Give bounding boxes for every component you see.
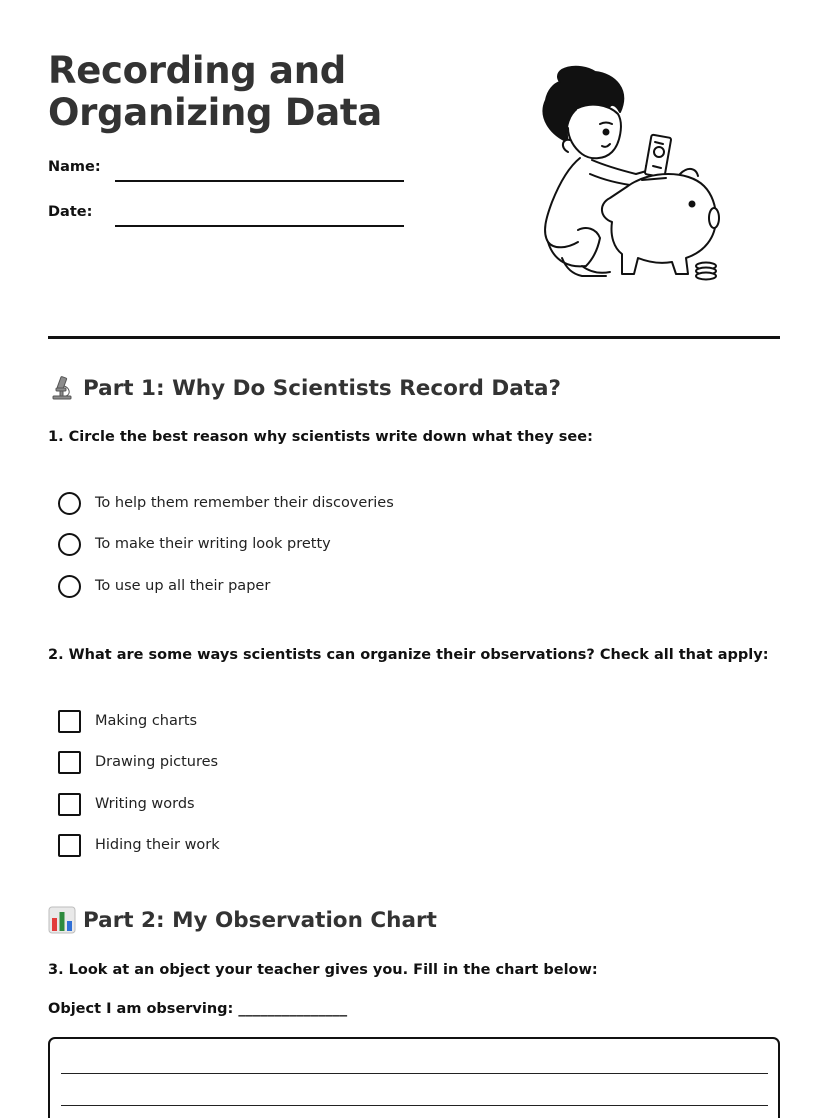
bar-chart-icon: [48, 906, 76, 934]
q2-option-1-label: Making charts: [95, 713, 198, 729]
part1-heading-text: Part 1: Why Do Scientists Record Data?: [83, 375, 561, 401]
part2-heading-text: Part 2: My Observation Chart: [83, 907, 437, 933]
radio-circle[interactable]: [58, 533, 81, 556]
checkbox[interactable]: [58, 834, 81, 857]
part2-heading: [48, 906, 437, 934]
microscope-icon: [48, 374, 76, 402]
q1-option-1-label: To help them remember their discoveries: [95, 495, 394, 511]
q2-option-3[interactable]: [58, 792, 195, 816]
part1-heading: [48, 374, 561, 402]
q2-option-2[interactable]: [58, 750, 218, 774]
q1-option-2-label: To make their writing look pretty: [95, 536, 331, 552]
date-label: Date:: [48, 204, 93, 220]
title-line-1: Recording and: [48, 49, 346, 92]
checkbox[interactable]: [58, 793, 81, 816]
question-2: 2. What are some ways scientists can organize their observations? Check all that apply:: [48, 647, 769, 663]
question-1: 1. Circle the best reason why scientists write down what they see:: [48, 429, 593, 445]
header-divider: [48, 336, 780, 339]
checkbox[interactable]: [58, 751, 81, 774]
radio-circle[interactable]: [58, 575, 81, 598]
date-field-line[interactable]: [115, 225, 404, 227]
q1-option-2[interactable]: [58, 532, 331, 556]
chart-writing-line[interactable]: [61, 1105, 768, 1106]
q2-option-2-label: Drawing pictures: [95, 754, 219, 770]
child-with-piggy-bank-illustration: [520, 62, 740, 292]
q2-option-1[interactable]: [58, 709, 197, 733]
radio-circle[interactable]: [58, 492, 81, 515]
q2-option-3-label: Writing words: [95, 796, 195, 812]
observation-chart-box[interactable]: [48, 1037, 780, 1118]
title-line-2: Organizing Data: [48, 91, 382, 134]
page-title: [48, 50, 478, 134]
question-3: 3. Look at an object your teacher gives you. Fill in the chart below:: [48, 962, 598, 978]
chart-writing-line[interactable]: [61, 1073, 768, 1074]
checkbox[interactable]: [58, 710, 81, 733]
object-observing-line[interactable]: Object I am observing: _______________: [48, 1001, 348, 1017]
q2-option-4[interactable]: [58, 833, 220, 857]
q2-option-4-label: Hiding their work: [95, 837, 220, 853]
q1-option-3-label: To use up all their paper: [95, 578, 271, 594]
name-field-line[interactable]: [115, 180, 404, 182]
q1-option-1[interactable]: [58, 491, 394, 515]
name-label: Name:: [48, 159, 101, 175]
q1-option-3[interactable]: [58, 574, 270, 598]
